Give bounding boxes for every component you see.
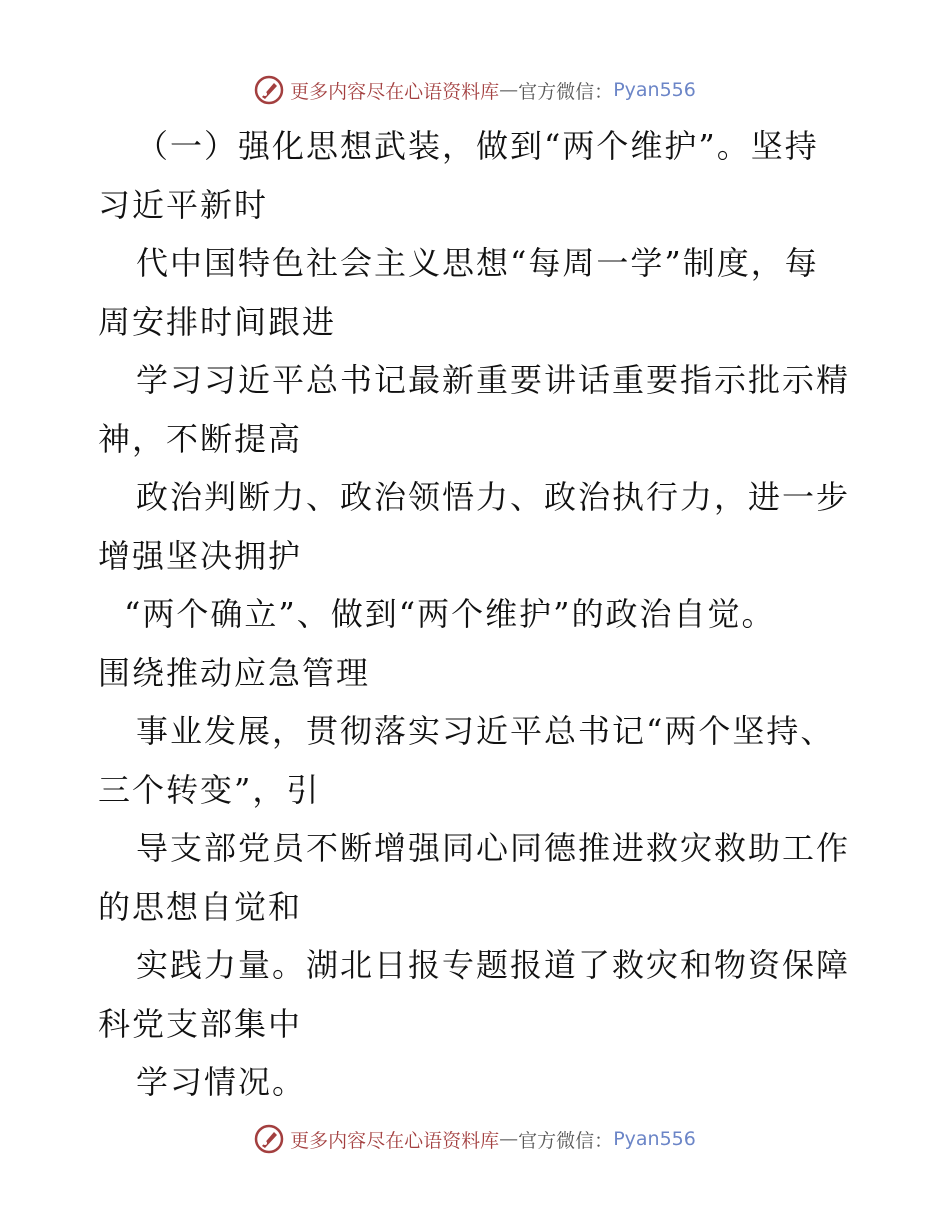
banner-site-text: 更多内容尽在心语资料库 (290, 80, 500, 103)
banner-wechat-label: 官方微信： (518, 1129, 614, 1152)
body-line: 增强坚决拥护 (98, 536, 303, 575)
banner-dash: — (499, 79, 519, 101)
document-body (98, 117, 858, 1112)
body-line: （一）强化思想武装，做到“两个维护”。坚持 (136, 127, 819, 165)
body-line: 三个转变”，引 (98, 770, 321, 809)
body-line: 学习习近平总书记最新重要讲话重要指示批示精 (136, 361, 851, 399)
pen-nib-logo-icon (254, 1124, 284, 1154)
body-line: “两个确立”、做到“两个维护”的政治自觉。 (124, 595, 776, 633)
body-line: 实践力量。湖北日报专题报道了救灾和物资保障 (136, 946, 851, 984)
pen-nib-logo-icon (254, 75, 284, 105)
body-line: 政治判断力、政治领悟力、政治执行力，进一步 (136, 478, 851, 516)
body-line: 事业发展，贯彻落实习近平总书记“两个坚持、 (136, 712, 835, 750)
banner-wechat-handle: Pyan556 (613, 79, 696, 101)
body-line: 导支部党员不断增强同心同德推进救灾救助工作 (136, 829, 851, 867)
body-line: 习近平新时 (98, 185, 269, 224)
banner-wechat-label: 官方微信： (518, 80, 614, 103)
body-line: 围绕推动应急管理 (98, 653, 371, 692)
body-line: 学习情况。 (136, 1063, 307, 1101)
banner-site-text: 更多内容尽在心语资料库 (290, 1129, 500, 1152)
body-line: 神，不断提高 (98, 419, 303, 458)
body-line: 代中国特色社会主义思想“每周一学”制度，每 (136, 244, 819, 282)
header-watermark-banner (0, 70, 950, 110)
body-line: 科党支部集中 (98, 1004, 303, 1043)
footer-watermark-banner (0, 1119, 950, 1159)
body-line: 周安排时间跟进 (98, 302, 337, 341)
banner-dash: — (499, 1128, 519, 1150)
body-line: 的思想自觉和 (98, 887, 303, 926)
banner-wechat-handle: Pyan556 (613, 1128, 696, 1150)
